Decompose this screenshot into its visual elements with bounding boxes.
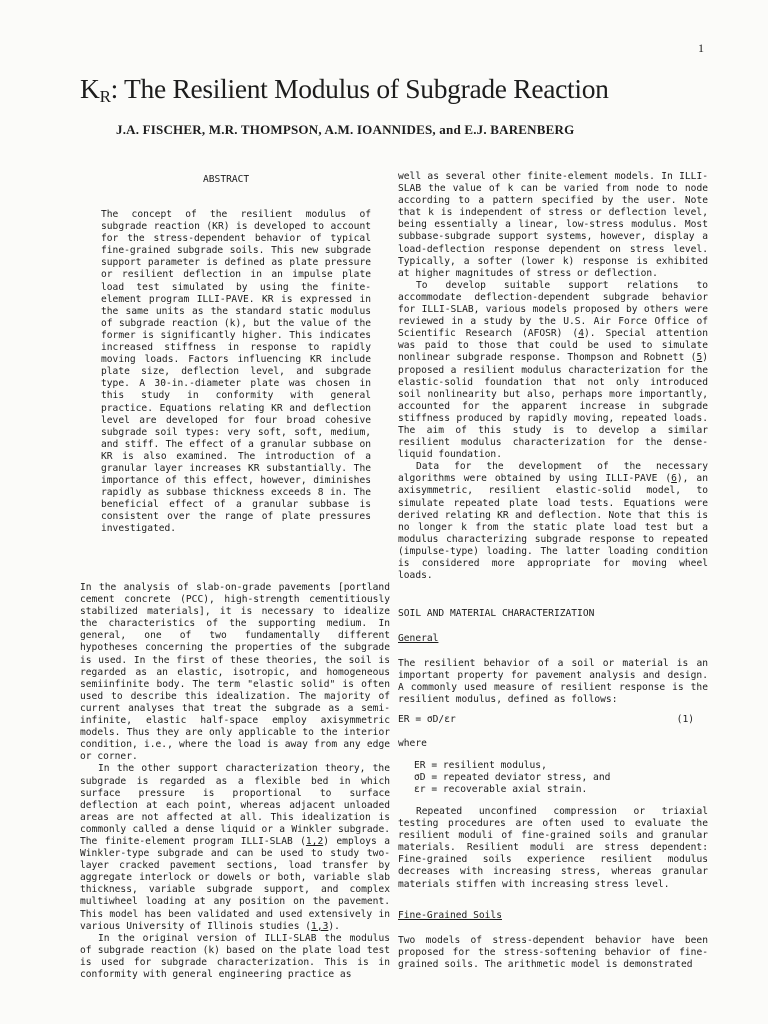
subsection-heading-general: General [398,633,439,644]
citation: 1,2 [305,835,324,847]
abstract-heading: ABSTRACT [203,174,250,185]
definition: ER = resilient modulus, [414,760,547,771]
section-heading: SOIL AND MATERIAL CHARACTERIZATION [398,608,595,619]
repeated-test-paragraph: Repeated unconfined compression or triaxial testing procedures are often used to evaluate the resilient moduli of fine-grained soils and granular materials. Resilient moduli are stress dependent: Fine-grained soils experience resilient modulus decreases with increasing stress, whereas granular materials stiffen with increasing stress level. [398,806,708,890]
right-paragraph-3: Data for the development of the necessary algorithms were obtained by using ILLI-PAVE (6), an axisymmetric, resilient elastic-solid model, to simulate repeated plate load tests. Equations were derived relating KR and deflection. Note that this is no longer k from the static plate load test but a modulus characterizing subgrade response to repeated (impulse-type) loading. The latter loading condition is considered more appropriate for moving wheel loads. [398,461,708,582]
right-paragraph-2: To develop suitable support relations to accommodate deflection-dependent subgrade behavior for ILLI-SLAB, various models proposed by others were reviewed in a study by the U.S. Air Force Office of Scientific Research (AFOSR) (4). Special attention was paid to those that could be used to simulate nonlinear subgrade response. Thompson and Robnett (5) proposed a resilient modulus characterization for the elastic-solid foundation that not only introduced soil nonlinearity but also, perhaps more importantly, accounted for the apparent increase in subgrade stiffness produced by rapidly moving, repeated loads. The aim of this study is to develop a similar resilient modulus characterization for the dense-liquid foundation. [398,279,708,461]
paper-title: $K_R$: The Resilient Modulus of Subgrade Reaction [80,73,609,106]
where-label: where [398,738,427,749]
citation: 4 [578,328,584,340]
right-paragraph-1: well as several other finite-element models. In ILLI-SLAB the value of k can be varied from node to node according to a pattern specified by the user. Note that k is independent of stress or deflection level, being essentially a linear, low-stress modulus. Most subbase-subgrade support systems, however, display a load-deflection response dependent on stress level. Typically, a softer (lower k) response is exhibited at higher magnitudes of stress or deflection. [398,171,708,279]
equation-1 [398,714,694,725]
page-number: 1 [698,41,704,55]
general-paragraph: The resilient behavior of a soil or material is an important property for pavement analysis and design. A commonly used measure of resilient response is the resilient modulus, defined as follows: [398,658,708,706]
authors: J.A. FISCHER, M.R. THOMPSON, A.M. IOANNIDES, and E.J. BARENBERG [116,122,575,137]
abstract-body [101,209,371,536]
intro-paragraph-3: In the original version of ILLI-SLAB the modulus of subgrade reaction (k) based on the plate load test is used for subgrade characterization. This is in conformity with general engineering practice as [80,932,390,980]
fine-grained-paragraph: Two models of stress-dependent behavior have been proposed for the stress-softening behavior of fine-grained soils. The arithmetic model is demonstrated [398,935,708,971]
equation-number: (1) [676,714,694,725]
definition: σD = repeated deviator stress, and [414,771,611,783]
citation: 5 [696,352,703,364]
left-column [80,582,390,981]
right-column [398,171,708,582]
abstract-text: The concept of the resilient modulus of subgrade reaction (KR) is developed to account for the stress-dependent behavior of typical fine-grained subgrade soils. This new subgrade support parameter is defined as plate pressure or resilient deflection in an impulse plate load test simulated by using the finite-element program ILLI-PAVE. KR is expressed in the same units as the standard static modulus of subgrade reaction (k), but the value of the former is significantly higher. This indicates increased stiffness in response to rapidly moving loads. Factors influencing KR include plate size, deflection level, and subgrade type. A 30-in.-diameter plate was chosen in this study in conformity with general practice. Equations relating KR and deflection level are developed for four broad cohesive subgrade soil types: very soft, soft, medium, and stiff. The effect of a granular subbase on KR is also examined. The introduction of a granular layer increases KR substantially. The importance of this effect, however, diminishes rapidly as subbase thickness exceeds 8 in. The beneficial effect of a granular subbase is consistent over the range of plate pressures investigated. [101,209,371,535]
citation: 1,3 [311,920,329,932]
citation: 6 [671,473,677,485]
equation-text: ER = σD/εr [398,714,456,725]
intro-paragraph-1: In the analysis of slab-on-grade pavements [portland cement concrete (PCC), high-strength cementitiously stabilized materials], it is necessary to idealize the characteristics of the supporting medium. In general, one of two fundamentally different hypotheses concerning the properties of the subgrade is used. In the first of these theories, the soil is regarded as an elastic, isotropic, and homogeneous semiinfinite body. The term "elastic solid" is often used to describe this idealization. The majority of current analyses that treat the subgrade as a semi-infinite, elastic half-space employ axisymmetric models. Thus they are only applicable to the interior condition, i.e., where the load is away from any edge or corner. [80,582,390,763]
intro-paragraph-2: In the other support characterization theory, the subgrade is regarded as a flexible bed in which surface pressure is proportional to surface deflection at each point, whereas adjacent unloaded areas are not affected at all. This idealization is commonly called a dense liquid or a Winkler subgrade. The finite-element program ILLI-SLAB (1,2) employs a Winkler-type subgrade and can be used to study two-layer cracked pavement sections, load transfer by aggregate interlock or dowels or both, variable slab thickness, variable subgrade support, and complex multiwheel loading at any position on the pavement. This model has been validated and used extensively in various University of Illinois studies (1,3). [80,763,390,932]
definition: εr = recoverable axial strain. [414,783,588,795]
equation-definitions [414,760,610,795]
subsection-heading-fine-grained: Fine-Grained Soils [398,910,502,921]
